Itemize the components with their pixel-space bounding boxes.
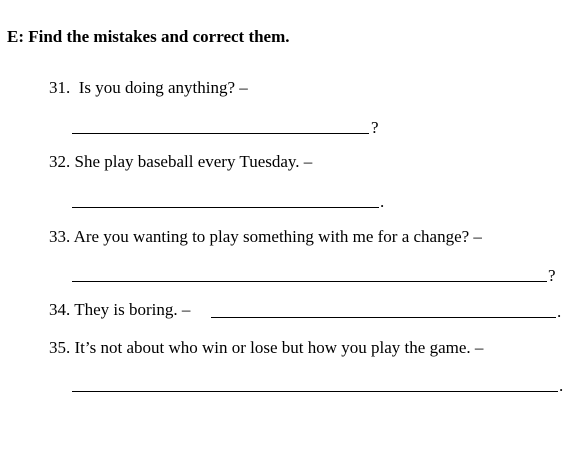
answer-line-33[interactable]	[72, 264, 562, 286]
question-text: She play baseball every Tuesday. –	[74, 152, 313, 171]
question-35	[49, 337, 483, 359]
answer-end-punctuation: .	[557, 302, 562, 321]
question-32	[49, 151, 312, 173]
question-number: 33.	[49, 227, 71, 246]
answer-line-32[interactable]	[72, 190, 392, 212]
answer-end-punctuation: .	[380, 192, 385, 211]
answer-line-31[interactable]	[72, 116, 387, 138]
question-text: Is you doing anything? –	[78, 78, 248, 97]
section-heading: E: Find the mistakes and correct them.	[7, 27, 290, 46]
question-33	[49, 226, 482, 248]
answer-end-punctuation: ?	[371, 118, 379, 137]
question-text: It’s not about who win or lose but how you play the game. –	[74, 338, 484, 357]
question-34	[49, 299, 190, 321]
question-31	[49, 77, 248, 99]
answer-end-punctuation: ?	[548, 266, 556, 285]
question-text: They is boring. –	[74, 300, 191, 319]
answer-line-34[interactable]	[211, 300, 566, 322]
question-number: 34.	[49, 300, 71, 319]
question-number: 32.	[49, 152, 71, 171]
answer-line-35[interactable]	[72, 374, 567, 396]
question-text: Are you wanting to play something with me for a change? –	[73, 227, 482, 246]
question-number: 31.	[49, 78, 71, 97]
answer-end-punctuation: .	[559, 376, 564, 395]
question-number: 35.	[49, 338, 71, 357]
